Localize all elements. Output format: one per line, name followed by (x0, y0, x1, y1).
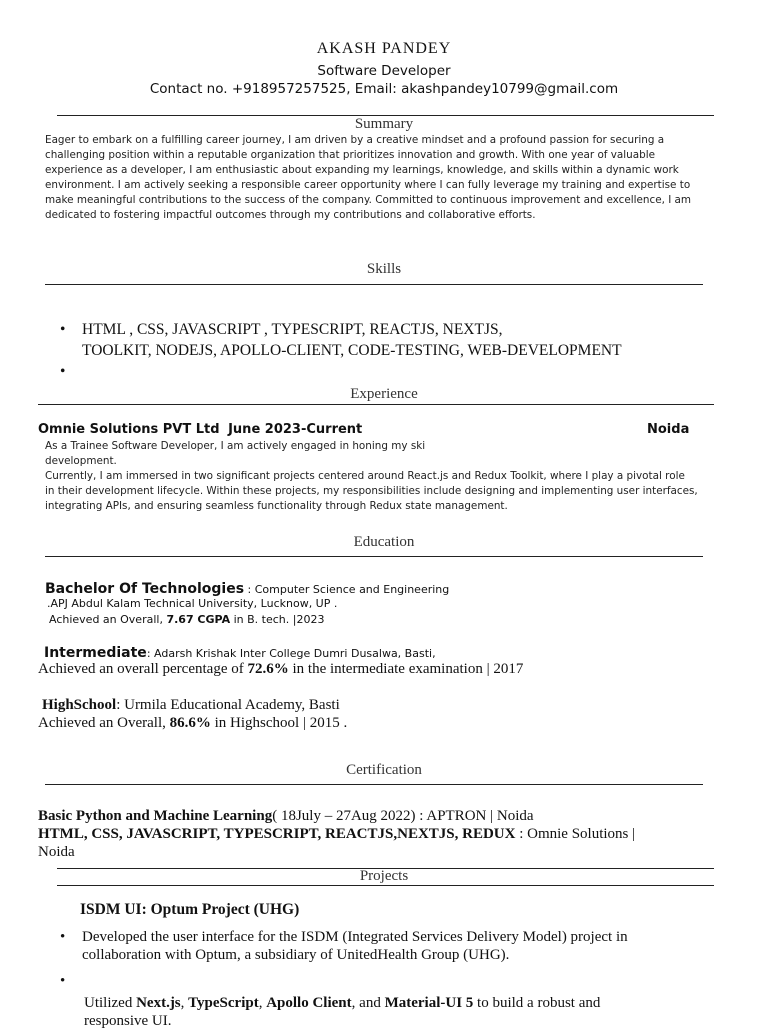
project-bullet-line: collaboration with Optum, a subsidiary of UnitedHealth Group (UHG). (82, 947, 510, 963)
projects-title: Projects (359, 868, 409, 884)
experience-paragraph (45, 439, 698, 514)
company-name: Omnie Solutions PVT Ltd (38, 422, 220, 437)
summary-line: environment. I am actively seeking a responsible career opportunity where I can fully leverage my training and expertise to (45, 179, 691, 191)
intermediate-title: Intermediate (44, 645, 147, 661)
certification-2-title: HTML, CSS, JAVASCRIPT, TYPESCRIPT, REACTJS,NEXTJS, REDUX (38, 826, 516, 842)
empty-bullet (60, 972, 628, 990)
certification-divider (45, 784, 703, 785)
highschool-result-suffix: in Highschool | 2015 . (210, 715, 348, 731)
intermediate-heading-line (44, 642, 436, 661)
summary-paragraph (45, 133, 691, 223)
skills-list (60, 319, 622, 382)
tech-material-ui: Material-UI 5 (384, 995, 474, 1011)
tech-separator: , (180, 995, 189, 1011)
tech-typescript: TypeScript (188, 995, 259, 1011)
project-tech-line (84, 994, 600, 1012)
contact-line: Contact no. +918957257525, Email: akashpandey10799@gmail.com (149, 81, 619, 97)
experience-line: development. (45, 455, 117, 467)
education-divider (45, 556, 703, 557)
tech-separator: , (258, 995, 267, 1011)
skills-bullet (60, 319, 622, 361)
intermediate-result-prefix: Achieved an overall percentage of (38, 661, 248, 677)
intermediate-result (38, 661, 523, 678)
skills-line: TOOLKIT, NODEJS, APOLLO-CLIENT, CODE-TESTING, WEB-DEVELOPMENT (82, 342, 622, 359)
degree-title: Bachelor Of Technologies (45, 581, 245, 597)
experience-line: integrating APIs, and ensuring seamless functionality through Redux state management. (45, 500, 508, 512)
experience-heading (38, 422, 362, 437)
projects-divider-bottom (57, 885, 714, 886)
experience-line: in their development lifecycle. Within these projects, my responsibilities include designing and implementing user interfaces, (45, 485, 698, 497)
tech-separator: , and (351, 995, 385, 1011)
project-bullets (60, 928, 628, 990)
tech-nextjs: Next.js (136, 995, 181, 1011)
summary-line: dedicated to fostering impactful outcomes through my contributions and collaborative efforts. (45, 209, 536, 221)
summary-line: Eager to embark on a fulfilling career journey, I am driven by a creative mindset and a profound passion for securing a (45, 134, 665, 146)
experience-line: As a Trainee Software Developer, I am actively engaged in honing my ski (45, 440, 426, 452)
project-tech-paragraph (84, 994, 600, 1030)
degree-result-suffix: in B. tech. |2023 (230, 613, 325, 626)
degree-result (49, 613, 324, 626)
university-name: .APJ Abdul Kalam Technical University, Lucknow, UP . (47, 597, 338, 610)
empty-bullet (60, 361, 622, 382)
highschool-result (38, 715, 347, 732)
degree-field: : Computer Science and Engineering (244, 583, 450, 596)
experience-title: Experience (350, 386, 418, 402)
project-bullet (60, 928, 628, 964)
tech-suffix: to build a robust and (473, 995, 601, 1011)
skills-line: • HTML , CSS, JAVASCRIPT , TYPESCRIPT, REACTJS, NEXTJS, (82, 321, 503, 338)
project-title: ISDM UI: Optum Project (UHG) (80, 901, 300, 918)
certification-2 (38, 826, 635, 843)
intermediate-school: : Adarsh Krishak Inter College Dumri Dusalwa, Basti, (146, 647, 436, 660)
company-location: Noida (647, 422, 690, 437)
intermediate-result-suffix: in the intermediate examination | 2017 (288, 661, 524, 677)
summary-line: make meaningful contributions to the success of the company. Committed to continuous improvement and excellence, I am (45, 194, 692, 206)
experience-line: Currently, I am immersed in two significant projects centered around React.js and Redux Toolkit, where I play a pivotal role (45, 470, 685, 482)
skills-divider (45, 284, 703, 285)
skills-title: Skills (366, 261, 402, 277)
certification-title: Certification (346, 762, 422, 778)
certification-2-location: Noida (38, 844, 75, 860)
certification-1 (38, 808, 534, 825)
summary-line: challenging position within a reputable organization that prioritizes innovation and growth. With one year of valuable (45, 149, 655, 161)
job-title: Software Developer (317, 63, 451, 79)
certification-2-details: : Omnie Solutions | (515, 826, 636, 842)
certification-1-title: Basic Python and Machine Learning (38, 808, 273, 824)
experience-divider (38, 404, 714, 405)
highschool-school: : Urmila Educational Academy, Basti (116, 697, 340, 713)
highschool-percent: 86.6% (169, 715, 211, 731)
degree-result-prefix: Achieved an Overall, (49, 613, 167, 626)
resume-name: AKASH PANDEY (316, 40, 452, 57)
tech-apollo-client: Apollo Client (266, 995, 352, 1011)
project-tech-line: responsive UI. (84, 1013, 172, 1029)
tech-prefix: Utilized (84, 995, 137, 1011)
summary-title: Summary (354, 116, 414, 132)
education-title: Education (353, 534, 415, 550)
highschool-heading-line (42, 697, 340, 714)
employment-period: June 2023-Current (228, 422, 363, 437)
summary-line: experience as a developer, I am enthusiastic about expanding my learnings, knowledge, and skills within a dynamic work (45, 164, 679, 176)
degree-heading-line (45, 578, 449, 597)
intermediate-percent: 72.6% (247, 661, 289, 677)
certification-1-details: ( 18July – 27Aug 2022) : APTRON | Noida (272, 808, 534, 824)
cgpa-value: 7.67 CGPA (166, 613, 231, 626)
project-bullet-line: • Developed the user interface for the ISDM (Integrated Services Delivery Model) project in (82, 929, 628, 945)
highschool-result-prefix: Achieved an Overall, (38, 715, 170, 731)
highschool-title: HighSchool (42, 697, 117, 713)
